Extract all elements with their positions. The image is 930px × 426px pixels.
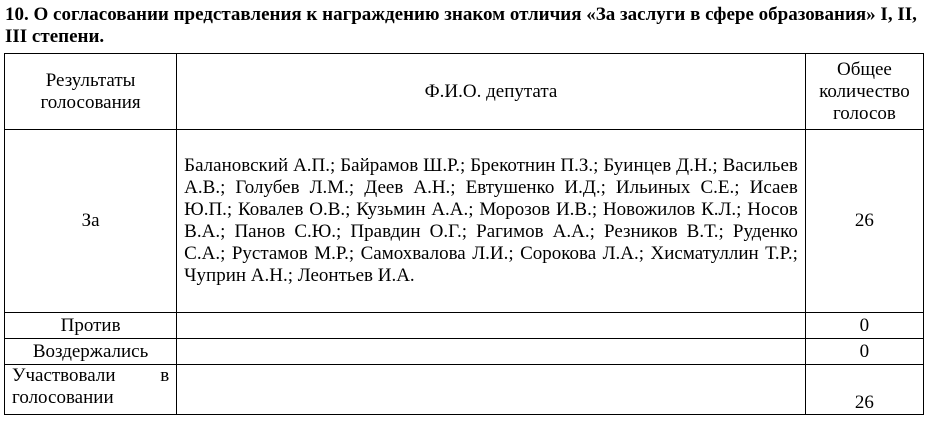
header-total: Общее количество голосов xyxy=(805,54,923,130)
vote-count: 0 xyxy=(805,339,923,365)
result-label: Участвовали в голосовании xyxy=(5,365,177,415)
header-deputies: Ф.И.О. депутата xyxy=(177,54,806,130)
section-heading: 10. О согласовании представления к награждению знаком отличия «За заслуги в сфере образования» I, II, III степени. xyxy=(5,4,917,47)
deputy-names xyxy=(177,339,806,365)
result-label: За xyxy=(5,130,177,313)
vote-count: 0 xyxy=(805,313,923,339)
result-label: Против xyxy=(5,313,177,339)
table-header-row xyxy=(5,54,924,130)
voting-results-table xyxy=(4,53,924,415)
table-row xyxy=(5,339,924,365)
table-row xyxy=(5,365,924,415)
result-label: Воздержались xyxy=(5,339,177,365)
deputy-names: Балановский А.П.; Байрамов Ш.Р.; Брекотнин П.З.; Буинцев Д.Н.; Васильев А.В.; Голубев Л.М.; Деев А.Н.; Евтушенко И.Д.; Ильиных С.Е.; Исаев Ю.П.; Ковалев О.В.; Кузьмин А.А.; Морозов И.В.; Новожилов К.Л.; Носов В.А.; Панов С.Ю.; Правдин О.Г.; Рагимов А.А.; Резников В.Т.; Руденко С.А.; Рустамов М.Р.; Самохвалова Л.И.; Сорокова Л.А.; Хисматуллин Т.Р.; Чуприн А.Н.; Леонтьев И.А. xyxy=(177,130,806,313)
table-row xyxy=(5,130,924,313)
deputy-names xyxy=(177,365,806,415)
deputy-names xyxy=(177,313,806,339)
vote-count: 26 xyxy=(805,130,923,313)
vote-count: 26 xyxy=(805,365,923,415)
header-results: Результаты голосования xyxy=(5,54,177,130)
table-row xyxy=(5,313,924,339)
